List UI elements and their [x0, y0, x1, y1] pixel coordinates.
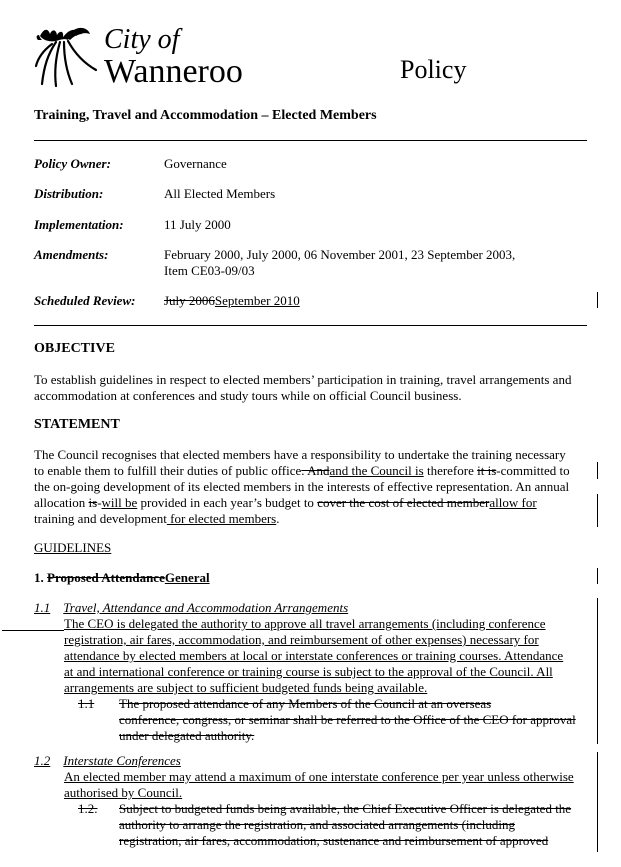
inserted-text: General [164, 570, 210, 585]
statement-text: - [97, 495, 102, 510]
section-1-1-heading [34, 600, 348, 616]
scheduled-review-label: Scheduled Review: [34, 293, 136, 308]
statement-text: -committed to [496, 463, 570, 478]
section-1-heading [34, 570, 210, 586]
section-1-2-heading [34, 753, 181, 769]
policy-owner-value: Governance [164, 156, 227, 171]
deleted-text: . And [301, 463, 330, 478]
change-bar [597, 494, 598, 527]
deleted-section-line3: under delegated authority. [119, 728, 255, 743]
objective-text-line1: To establish guidelines in respect to elected members’ participation in training, travel arrangements and [34, 372, 572, 387]
wanneroo-logo-icon [34, 26, 104, 88]
statement-text: provided in each year’s budget to [137, 495, 318, 510]
inserted-text: for elected members [166, 511, 277, 526]
amendments-value-line1: February 2000, July 2000, 06 November 2001, 23 September 2003, [164, 247, 516, 262]
objective-text-line2: accommodation at conferences and study tours while on official Council business. [34, 388, 462, 403]
logo-city-text: City of [104, 24, 180, 55]
deleted-text: it is [477, 463, 497, 478]
section-title: Interstate Conferences [63, 753, 181, 768]
statement-text: . [276, 511, 280, 526]
meta-divider [34, 325, 587, 326]
statement-text: to enable them to fulfill their duties of public office [34, 463, 302, 478]
policy-label: Policy [400, 55, 467, 84]
inserted-text: will be [101, 495, 138, 510]
review-deleted-date: July 2006 [164, 293, 215, 308]
deleted-text: Proposed Attendance [47, 570, 165, 585]
deleted-section-number: 1.2. [78, 801, 98, 816]
deleted-section-number: 1.1 [78, 696, 95, 711]
amendments-label: Amendments: [34, 247, 109, 262]
section-1-2-line2: authorised by Council. [64, 785, 183, 800]
scheduled-review-value [164, 293, 300, 309]
statement-line5 [34, 511, 279, 527]
implementation-value: 11 July 2000 [164, 217, 231, 232]
statement-text: allocation [34, 495, 89, 510]
implementation-label: Implementation: [34, 217, 124, 232]
section-1-1-line1: The CEO is delegated the authority to approve all travel arrangements (including conference [64, 616, 546, 631]
deleted-section-line3: registration, air fares, accommodation, sustenance and reimbursement of approved [119, 833, 549, 848]
document-title: Training, Travel and Accommodation – Elected Members [34, 108, 377, 123]
objective-heading: OBJECTIVE [34, 341, 115, 356]
deleted-section-line1: The proposed attendance of any Members of the Council at an overseas [119, 696, 492, 711]
statement-line3: the on-going development of its elected members in the interests of effective representation. An annual [34, 479, 570, 494]
deleted-text: cover the cost of elected member [317, 495, 490, 510]
deleted-text: is [88, 495, 98, 510]
change-bar [597, 568, 598, 584]
section-title: Travel, Attendance and Accommodation Arrangements [63, 600, 349, 615]
guidelines-heading: GUIDELINES [34, 540, 112, 555]
statement-line4 [34, 495, 537, 511]
statement-text: therefore [423, 463, 478, 478]
inserted-text: and the Council is [329, 463, 424, 478]
section-1-1-line5: arrangements are subject to sufficient budgeted funds being available. [64, 680, 428, 695]
change-bar [597, 292, 598, 308]
deleted-section-line2: conference, congress, or seminar shall be referred to the Office of the CEO for approval [119, 712, 576, 727]
change-bar [597, 462, 598, 479]
deleted-section-line2: authority to arrange the registration, and associated arrangements (including [119, 817, 515, 832]
distribution-value: All Elected Members [164, 186, 276, 201]
section-1-1-line2: registration, air fares, accommodation, and reimbursement of other expenses) necessary for [64, 632, 539, 647]
section-number: 1.2 [34, 753, 51, 768]
statement-heading: STATEMENT [34, 417, 120, 432]
section-1-2-line1: An elected member may attend a maximum of one interstate conference per year unless otherwise [64, 769, 574, 784]
policy-owner-label: Policy Owner: [34, 156, 111, 171]
change-bar [597, 598, 598, 744]
statement-text: training and development [34, 511, 167, 526]
section-number: 1. [34, 570, 47, 585]
change-bar [597, 752, 598, 852]
statement-line2 [34, 463, 570, 479]
section-1-1-line4: at and international conference or training course is subject to the approval of the Council. All [64, 664, 553, 679]
revision-line [2, 630, 64, 631]
deleted-section-line1: Subject to budgeted funds being available, the Chief Executive Officer is delegated the [119, 801, 572, 816]
review-inserted-date: September 2010 [214, 293, 300, 308]
title-divider [34, 140, 587, 141]
distribution-label: Distribution: [34, 186, 104, 201]
statement-line1: The Council recognises that elected members have a responsibility to undertake the training necessary [34, 447, 566, 462]
section-1-1-line3: attendance by elected members at local or interstate conferences or training courses. Attendance [64, 648, 564, 663]
inserted-text: allow for [489, 495, 537, 510]
section-number: 1.1 [34, 600, 51, 615]
logo-wanneroo-text: Wanneroo [104, 53, 243, 90]
amendments-value-line2: Item CE03-09/03 [164, 263, 255, 278]
